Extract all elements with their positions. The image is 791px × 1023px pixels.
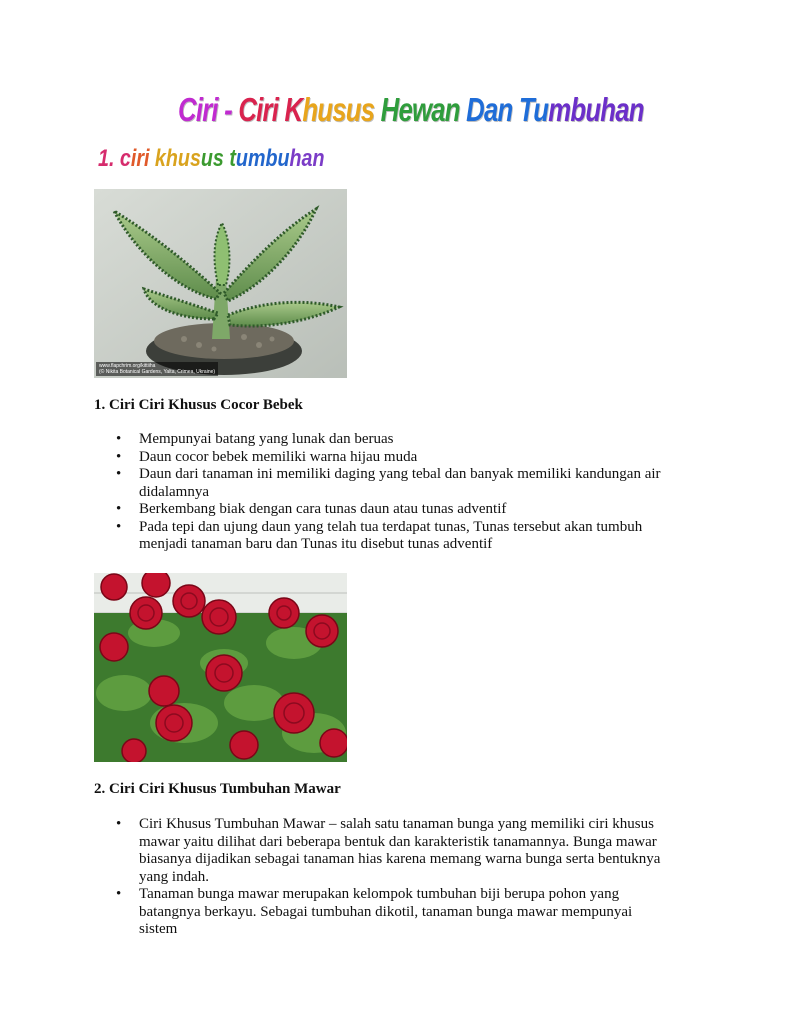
section-title-letter: h	[165, 145, 178, 172]
heading-mawar: 2. Ciri Ciri Khusus Tumbuhan Mawar	[94, 781, 341, 797]
list-item: • Daun cocor bebek memiliki warna hijau muda	[113, 449, 673, 467]
title-letter: n	[497, 91, 513, 128]
title-letter: m	[548, 91, 571, 128]
succulent-plant-photo	[94, 189, 347, 378]
cocor-bebek-list	[113, 431, 673, 554]
section-title-letter: u	[200, 145, 213, 172]
title-letter: a	[615, 91, 629, 128]
title-letter: a	[431, 91, 445, 128]
title-letter: u	[317, 91, 333, 128]
title-letter: i	[195, 91, 203, 128]
section-title-letter: h	[289, 145, 302, 172]
title-letter: K	[284, 91, 303, 128]
succulent-illustration	[94, 189, 347, 378]
title-letter: T	[518, 91, 534, 128]
title-letter: i	[271, 91, 279, 128]
photo-watermark: www.flapchrim.org/kittiiha (© Nikita Botanical Gardens, Yalta, Crimea, Ukraine)	[96, 362, 218, 376]
list-item: • Mempunyai batang yang lunak dan beruas	[113, 431, 673, 449]
title-letter: i	[211, 91, 218, 128]
section-title-letter: i	[143, 145, 150, 172]
title-letter: s	[332, 91, 346, 128]
title-letter: u	[533, 91, 549, 128]
title-letter: u	[345, 91, 361, 128]
title-letter: s	[360, 91, 375, 128]
title-letter: w	[412, 91, 432, 128]
section-title-letter: b	[265, 145, 278, 172]
roses-illustration	[94, 573, 347, 762]
section-title-letter: s	[189, 145, 201, 172]
heading-cocor-bebek: 1. Ciri Ciri Khusus Cocor Bebek	[94, 397, 303, 413]
title-letter: H	[380, 91, 399, 128]
section-title-letter: n	[312, 145, 325, 172]
section-title	[98, 142, 325, 176]
section-title-letter: k	[154, 145, 166, 172]
list-item: • Daun dari tanaman ini memiliki daging yang tebal dan banyak memiliki kandungan air didalamnya	[113, 466, 673, 501]
section-title-letter: u	[277, 145, 290, 172]
section-title-letter: u	[177, 145, 190, 172]
title-letter: u	[585, 91, 601, 128]
title-letter: C	[238, 91, 257, 128]
mawar-list	[113, 816, 673, 939]
page-title	[178, 88, 644, 132]
list-item: • Tanaman bunga mawar merupakan kelompok tumbuhan biji berupa pohon yang batangnya berkayu. Sebagai tumbuhan dikotil, tanaman bunga mawar mempunyai sistem	[113, 886, 673, 939]
list-item: • Pada tepi dan ujung daun yang telah tua terdapat tunas, Tunas tersebut akan tumbuh menjadi tanaman baru dan Tunas itu disebut tunas adventif	[113, 519, 673, 554]
section-title-letter: t	[229, 145, 236, 172]
title-letter: n	[444, 91, 460, 128]
title-letter: n	[628, 91, 644, 128]
section-title-letter: .	[108, 145, 115, 172]
section-title-letter: a	[301, 145, 313, 172]
list-item: • Berkembang biak dengan cara tunas daun atau tunas adventif	[113, 501, 673, 519]
title-letter: h	[600, 91, 616, 128]
list-item: • Ciri Khusus Tumbuhan Mawar – salah satu tanaman bunga yang memiliki ciri khusus mawar yaitu dilihat dari beberapa bentuk dan karakteristik tanamannya. Bunga mawar biasanya dijadikan sebagai tanaman hias karena memang warna bunga serta bentuknya yang indah.	[113, 816, 673, 886]
section-title-letter: 1	[98, 145, 109, 172]
title-letter: -	[224, 91, 232, 128]
title-letter: h	[302, 91, 318, 128]
title-letter: C	[178, 91, 196, 128]
section-title-letter: s	[212, 145, 224, 172]
title-letter: b	[570, 91, 586, 128]
title-letter: e	[398, 91, 413, 128]
title-letter: r	[202, 91, 212, 128]
red-roses-photo	[94, 573, 347, 762]
title-letter: r	[262, 91, 272, 128]
section-title-letter: r	[136, 145, 144, 172]
title-letter: D	[466, 91, 484, 128]
section-title-letter: u	[235, 145, 248, 172]
section-title-letter: c	[119, 145, 131, 172]
title-letter: a	[483, 91, 498, 128]
section-title-letter: i	[130, 145, 137, 172]
title-letter: i	[256, 91, 263, 128]
section-title-letter: m	[247, 145, 266, 172]
